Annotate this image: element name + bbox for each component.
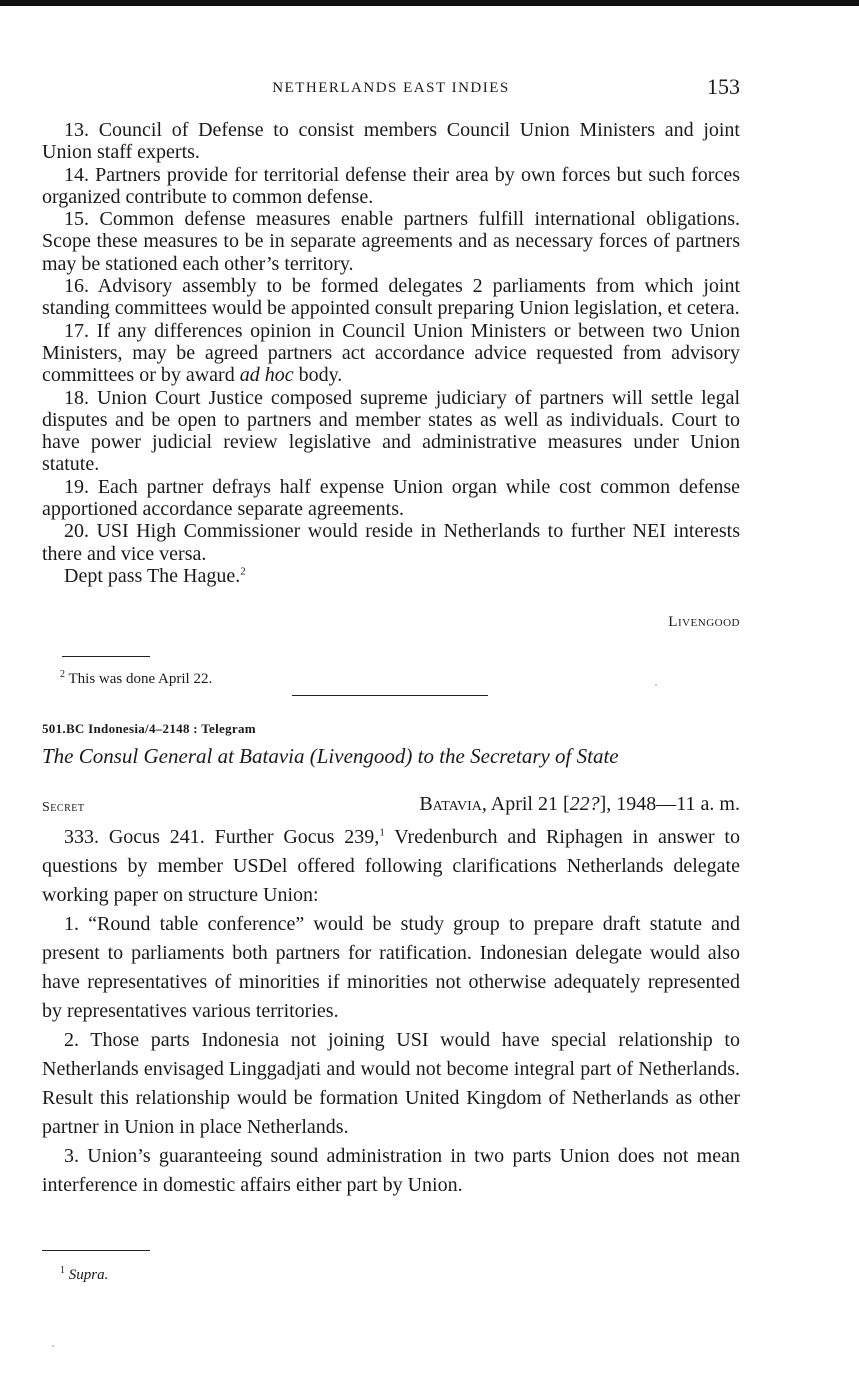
paragraph-333 (42, 823, 740, 910)
paragraph-333-text: 333. Gocus 241. Further Gocus 239, (64, 826, 380, 848)
paragraph-14: 14. Partners provide for territorial defense their area by own forces but such forces organized contribute to common defense. (42, 163, 740, 208)
clarification-3: 3. Union’s guaranteeing sound administration in two parts Union does not mean interference in domestic affairs either part by Union. (42, 1145, 740, 1196)
title-text-end: ) to the Secretary of State (405, 744, 619, 768)
paragraph-17-end: body. (293, 364, 343, 387)
footnote-ref-2: 2 (240, 565, 246, 578)
dateline (419, 793, 740, 816)
top-scan-edge (0, 0, 859, 6)
clarification-2: 2. Those parts Indonesia not joining USI would have special relationship to Netherlands envisaged Linggadjati and would not become integral part of Netherlands. Result this relationship would be formation United Kingdom of Netherlands as other partner in Union in place Netherlands. (42, 1029, 740, 1138)
paragraph-13: 13. Council of Defense to consist members Council Union Ministers and joint Union staff experts. (42, 119, 740, 164)
telegram-2-body (42, 823, 740, 1200)
scan-speck (655, 684, 657, 686)
dateline-date: , April 21 [ (481, 793, 570, 815)
section-divider (292, 695, 488, 696)
running-head: NETHERLANDS EAST INDIES (272, 80, 510, 96)
footnote-rule (62, 656, 150, 657)
paragraph-16: 16. Advisory assembly to be formed delegates 2 parliaments from which joint standing committees would be appointed consult preparing Union legislation, et cetera. (42, 275, 740, 320)
latin-phrase: ad hoc (239, 364, 294, 387)
paragraph-17 (42, 320, 740, 387)
footnote-2-marker: 2 (60, 669, 65, 680)
dateline-uncertain-date: 22? (569, 793, 600, 815)
classification-label: Secret (42, 800, 85, 815)
closing-text: Dept pass The Hague. (64, 564, 241, 587)
paragraph-17-text: 17. If any differences opinion in Council Union Ministers or between two Union Ministers, may be agreed partners act accordance advice requested from advisory committees or by award (42, 319, 740, 387)
footnote-ref-1: 1 (379, 826, 385, 839)
clarification-1: 1. “Round table conference” would be study group to prepare draft statute and present to parliaments both partners for ratification. Indonesian delegate would also have representatives of minorities if minorities not otherwise adequately represented by representatives various territories. (42, 913, 740, 1022)
footnote-1-text: Supra. (68, 1267, 109, 1283)
footnote-rule (42, 1250, 150, 1251)
dateline-place: Batavia (419, 793, 482, 815)
file-reference: 501.BC Indonesia/4–2148 : Telegram (42, 721, 256, 736)
footnote-1 (60, 1267, 108, 1284)
paragraph-333-rest: Vredenburch and Riphagen in answer to questions by member USDel offered following clarifications Netherlands delegate working paper on structure Union: (42, 826, 740, 906)
page-header (42, 74, 740, 104)
paragraph-20: 20. USI High Commissioner would reside in Netherlands to further NEI interests there and vice versa. (42, 520, 740, 565)
document-title (42, 744, 740, 769)
paragraph-19: 19. Each partner defrays half expense Union organ while cost common defense apportioned accordance separate agreements. (42, 475, 740, 521)
footnote-1-marker: 1 (60, 1265, 65, 1276)
title-text: The Consul General at Batavia ( (42, 744, 317, 768)
signature: Livengood (668, 614, 740, 630)
page-number: 153 (707, 74, 740, 99)
paragraph-18: 18. Union Court Justice composed supreme judiciary of partners will settle legal disputes and be open to partners and member states as well as individuals. Court to have power judicial review legislative and administrative measures under Union statute. (42, 386, 740, 476)
footnote-2 (60, 671, 212, 688)
scan-speck (52, 1345, 54, 1347)
dateline-time: ], 1948—11 a. m. (599, 793, 740, 815)
footnote-2-text: This was done April 22. (68, 671, 213, 687)
telegram-1-body (42, 119, 740, 587)
title-name: Livengood (316, 744, 406, 768)
closing-line (42, 565, 740, 587)
paragraph-15: 15. Common defense measures enable partners fulfill international obligations. Scope these measures to be in separate agreements and as necessary forces of partners may be stationed each other’s territory. (42, 208, 740, 275)
